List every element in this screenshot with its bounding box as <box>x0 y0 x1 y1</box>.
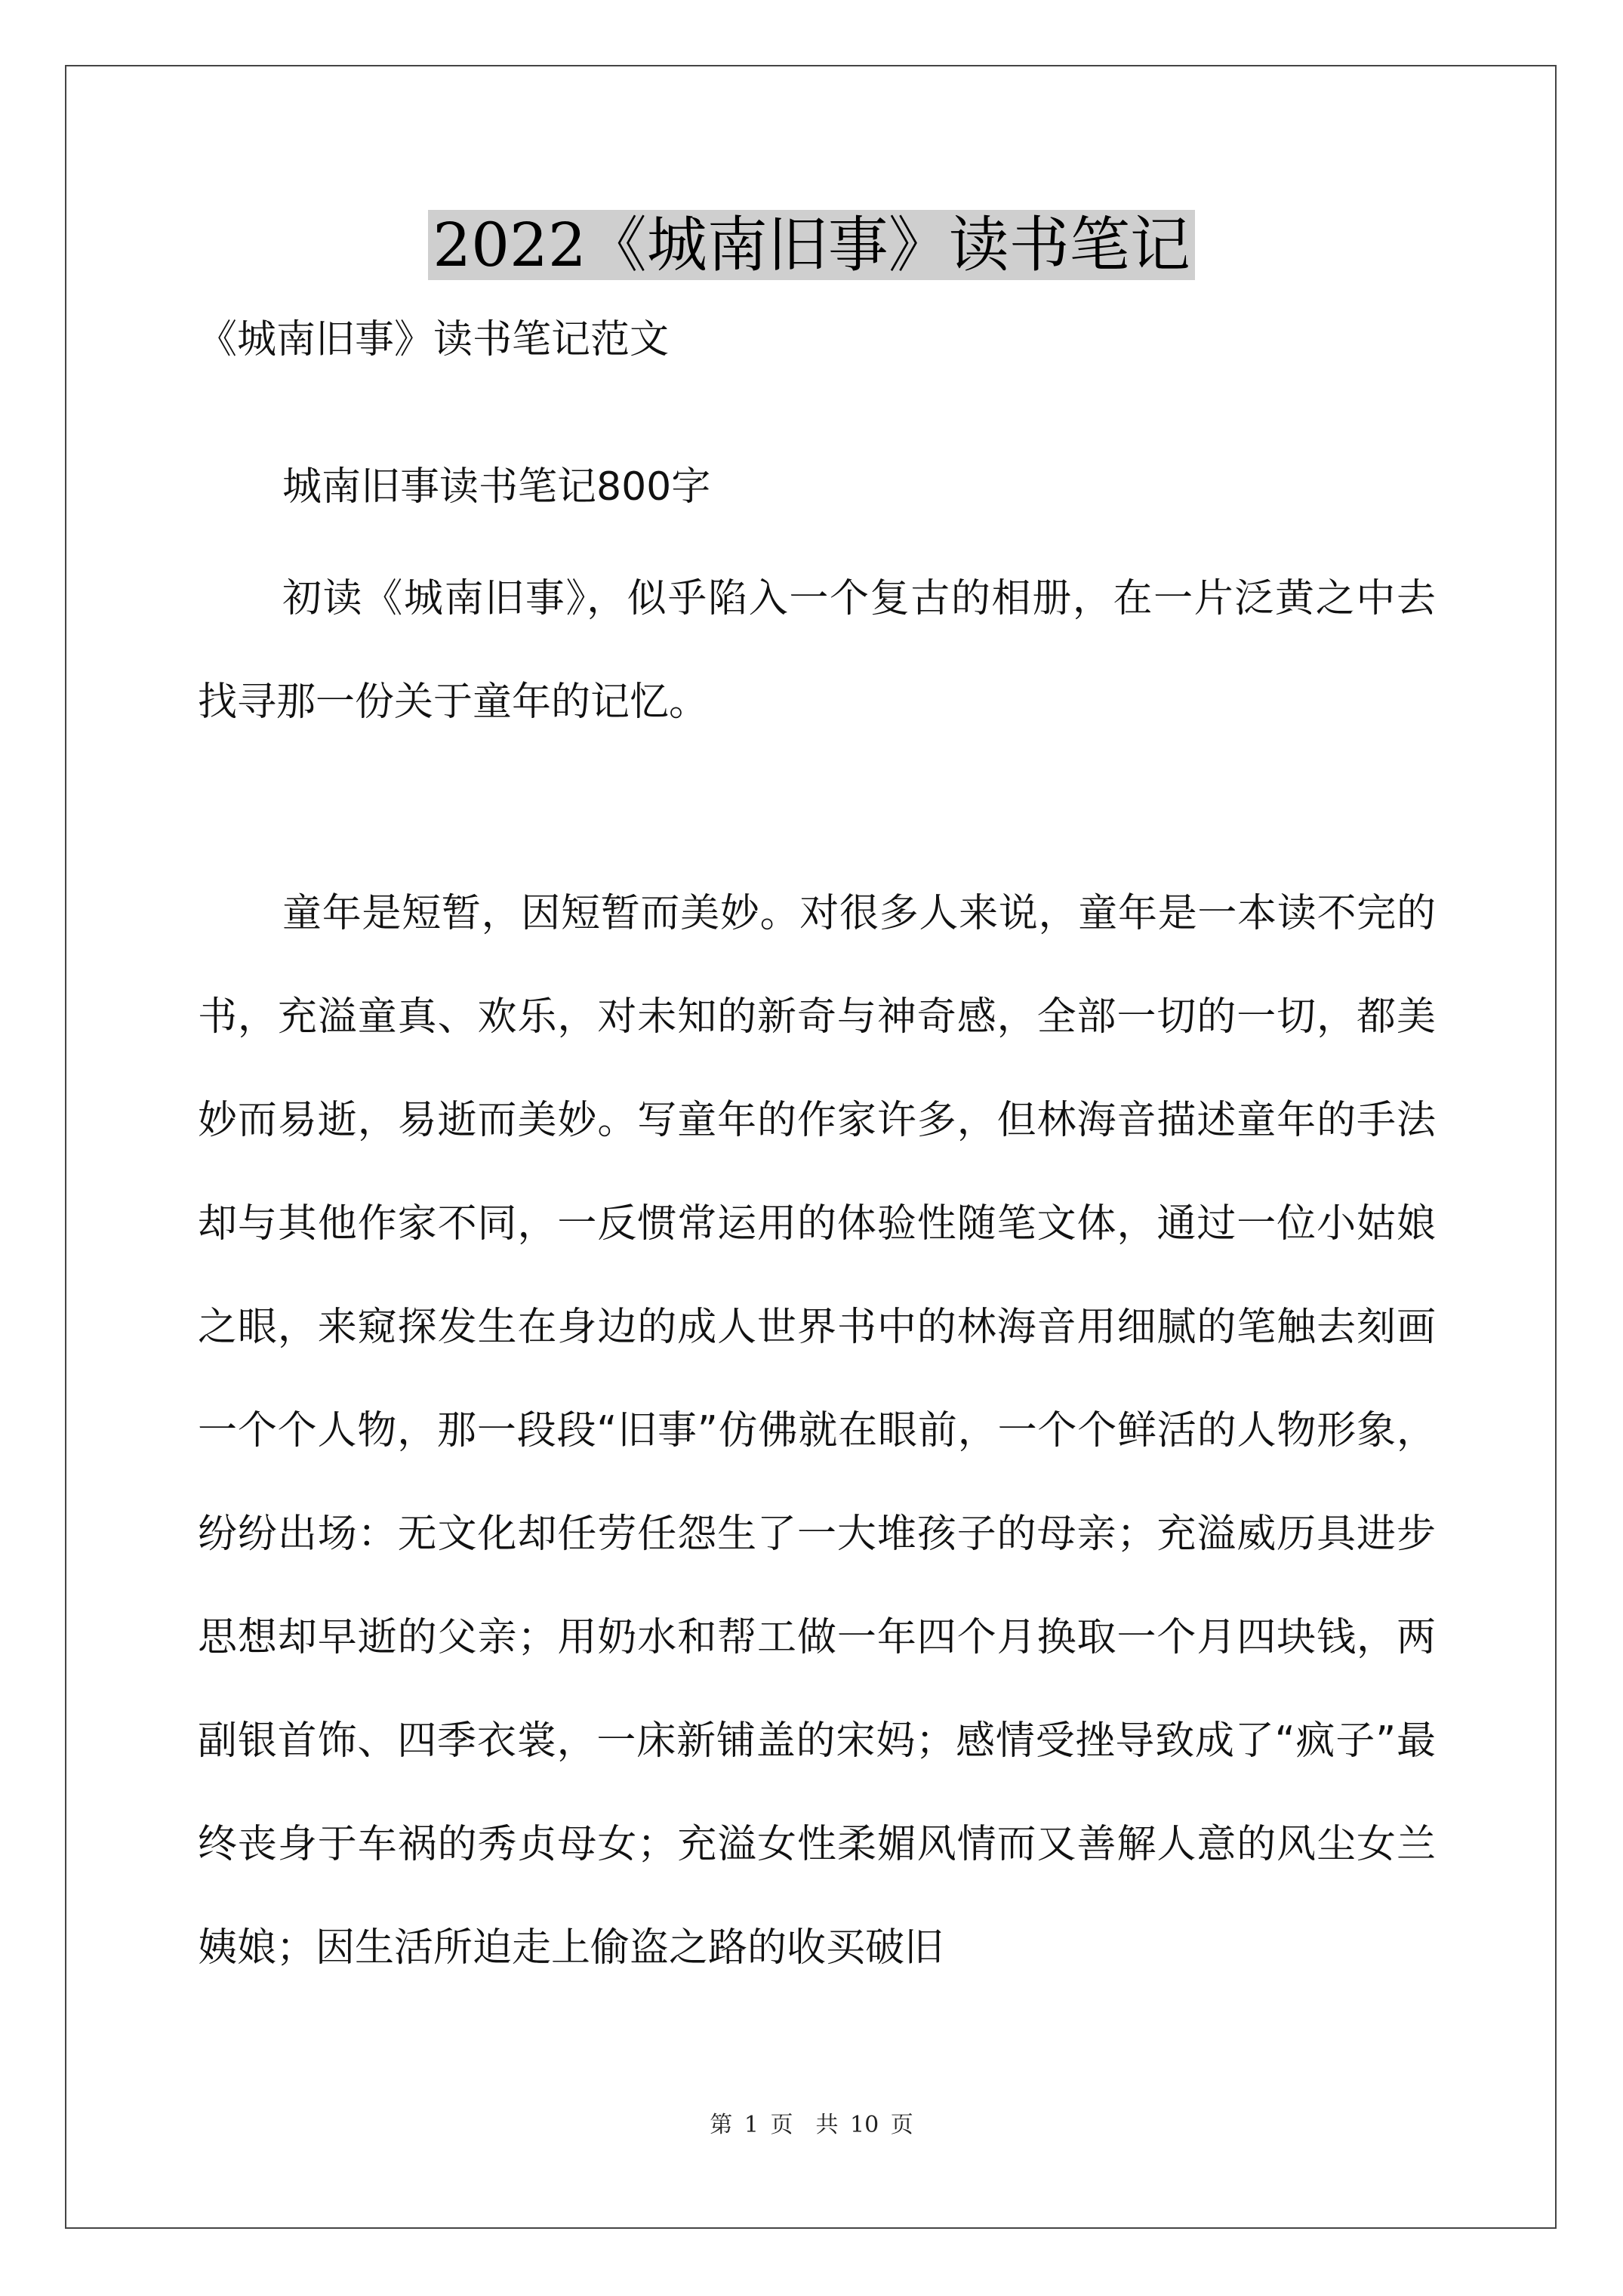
page-footer: 第 1 页 共 10 页 <box>710 2112 913 2138</box>
paragraph-2: 童年是短暂，因短暂而美妙。对很多人来说，童年是一本读不完的书，充溢童真、欢乐，对未知的新奇与神奇感，全部一切的一切，都美妙而易逝，易逝而美妙。写童年的作家许多，但林海音描述童年的手法却与其他作家不同，一反惯常运用的体验性随笔文体，通过一位小姑娘之眼，来窥探发生在身边的成人世界书中的林海音用细腻的笔触去刻画一个个人物，那一段段“旧事”仿佛就在眼前，一个个鲜活的人物形象，纷纷出场：无文化却任劳任怨生了一大堆孩子的母亲；充溢威历具进步思想却早逝的父亲；用奶水和帮工做一年四个月换取一个月四块钱，两副银首饰、四季衣裳，一床新铺盖的宋妈；感情受挫导致成了“疯子”最终丧身于车祸的秀贞母女；充溢女性柔媚风情而又善解人意的风尘女兰姨娘；因生活所迫走上偷盗之路的收买破旧 <box>198 891 1436 1971</box>
document-subtitle: 《城南旧事》读书笔记范文 <box>198 317 670 362</box>
paragraph-1: 初读《城南旧事》，似乎陷入一个复古的相册，在一片泛黄之中去找寻那一份关于童年的记忆。 <box>198 576 1436 725</box>
section-heading: 城南旧事读书笔记800字 <box>282 464 711 510</box>
document-title <box>0 204 1623 287</box>
document-title-text: 2022《城南旧事》读书笔记 <box>428 210 1195 280</box>
